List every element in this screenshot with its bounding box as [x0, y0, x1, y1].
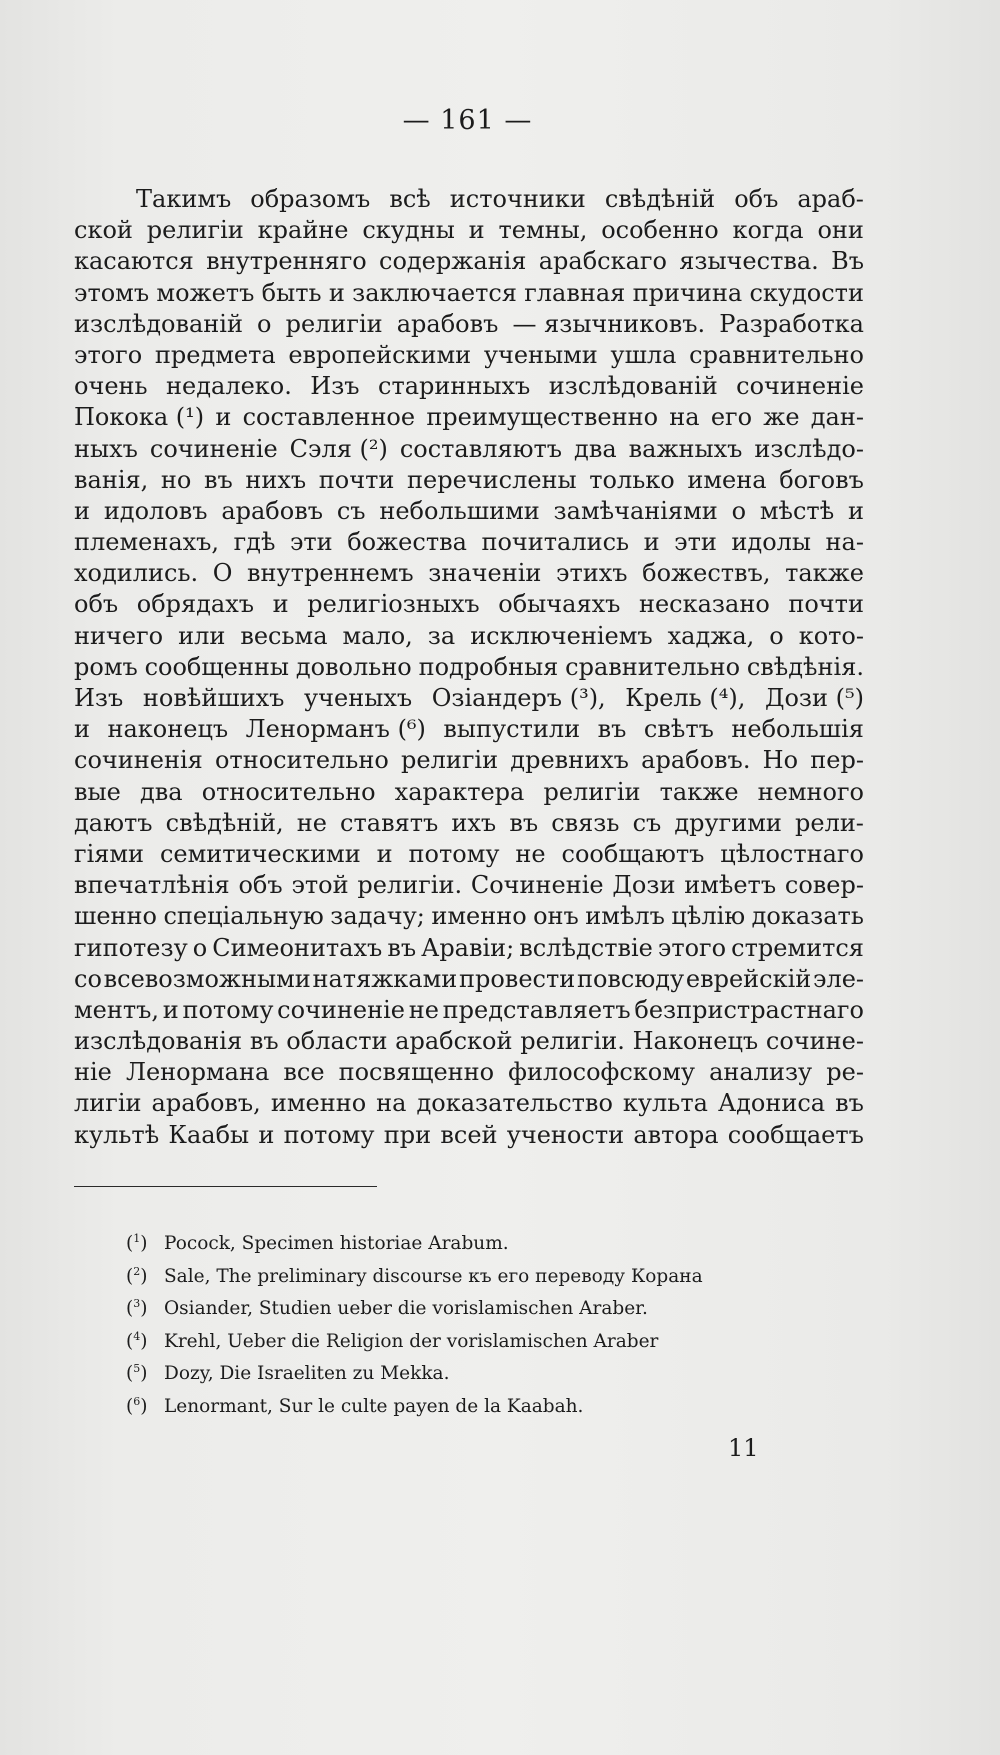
word: на: [669, 403, 700, 432]
word: всей: [440, 1120, 498, 1149]
word: быть: [261, 278, 322, 307]
word: арабовъ: [396, 309, 499, 338]
word: недалеко.: [166, 372, 292, 401]
word: но: [160, 465, 192, 494]
word: пер-: [810, 746, 864, 775]
word: составленное: [242, 403, 416, 432]
word: рели-: [795, 808, 864, 837]
word: арабовъ.: [641, 746, 751, 775]
word: философскому: [508, 1058, 696, 1087]
word: два: [139, 777, 183, 806]
word: съ: [336, 496, 366, 525]
word: о: [192, 933, 208, 962]
word: ныхъ: [74, 434, 138, 463]
text-line: [74, 995, 864, 1026]
text-line: [74, 340, 864, 371]
word: внутреннемъ: [247, 559, 414, 588]
word: задачу;: [330, 902, 425, 931]
word: довольно: [295, 652, 412, 681]
word: Аравіи;: [421, 933, 515, 962]
word: и: [847, 496, 864, 525]
word: съ: [632, 808, 662, 837]
word: религіи: [543, 777, 641, 806]
word: эле-: [813, 964, 864, 993]
word: именно: [431, 902, 527, 931]
word: сочине-: [765, 1027, 864, 1056]
word: на-: [825, 528, 864, 557]
word: небольшія: [731, 715, 864, 744]
word: изслѣдованій: [74, 309, 243, 338]
word: древнихъ: [510, 746, 629, 775]
page-number: — 161 —: [402, 105, 533, 136]
word: относительно: [201, 777, 376, 806]
word: очень: [74, 372, 148, 401]
word: также: [659, 777, 739, 806]
word: имѣлъ: [585, 902, 665, 931]
footnote: [126, 1293, 866, 1326]
word: учености: [506, 1120, 625, 1149]
word: учеными: [483, 340, 598, 369]
word: еврейскій: [685, 964, 812, 993]
text-line: [74, 246, 864, 277]
word: преимущественно: [426, 403, 659, 432]
word: перечислены: [407, 465, 577, 494]
word: и: [468, 216, 485, 245]
word: племенахъ,: [74, 528, 220, 557]
word: натяжками: [312, 964, 458, 993]
word: Сэля (²): [289, 434, 388, 463]
word: образомъ: [250, 185, 371, 213]
word: дан-: [810, 403, 864, 432]
text-line: [74, 215, 864, 246]
word: Но: [762, 746, 799, 775]
word: объ: [238, 871, 283, 900]
signature-mark: 11: [728, 1434, 759, 1462]
word: этого: [657, 933, 727, 962]
word: язычества.: [679, 247, 819, 276]
word: области: [286, 1027, 388, 1056]
word: Ленорманъ (⁶): [245, 715, 426, 744]
word: подробныя: [418, 652, 559, 681]
text-line: [74, 933, 864, 964]
text-line: [74, 589, 864, 620]
word: и: [258, 1120, 275, 1149]
footnote-marker: ($^4$): [126, 1329, 148, 1352]
word: небольшими: [379, 496, 540, 525]
word: вые: [74, 777, 121, 806]
word: о: [769, 621, 784, 650]
word: и: [74, 496, 90, 525]
word: Наконецъ: [632, 1027, 759, 1056]
word: сообщаютъ: [561, 839, 705, 868]
word: культа: [622, 1089, 708, 1118]
word: мѣстѣ: [759, 496, 835, 525]
footnote-marker: ($^3$): [126, 1297, 148, 1320]
word: и: [272, 590, 289, 619]
word: гдѣ: [233, 528, 276, 557]
word: провести: [459, 964, 576, 993]
text-line: [74, 527, 864, 558]
word: скудости: [749, 278, 864, 307]
text-line: [74, 745, 864, 776]
footnote-marker: ($^5$): [126, 1362, 148, 1385]
word: — язычниковъ.: [512, 309, 706, 338]
word: темны,: [498, 216, 588, 245]
footnote-text: Pocock, Specimen historiae Arabum.: [164, 1233, 509, 1254]
text-line: [74, 278, 864, 309]
word: наконецъ: [107, 715, 229, 744]
footnote: [126, 1326, 866, 1359]
text-line: [74, 714, 864, 745]
word: ніе: [74, 1058, 112, 1087]
word: ушла: [610, 340, 677, 369]
word: и: [74, 715, 90, 744]
word: всевозможными: [103, 964, 311, 993]
text-line: [74, 808, 864, 839]
word: представляетъ: [442, 995, 631, 1024]
footnote: [126, 1261, 866, 1294]
word: арабской: [395, 1027, 513, 1056]
text-line: [74, 964, 864, 995]
word: ничего: [74, 621, 164, 650]
word: другими: [674, 808, 782, 837]
word: цѣлостнаго: [720, 839, 864, 868]
word: сравнительно: [565, 652, 741, 681]
footnote: [126, 1358, 866, 1391]
word: сочиненіе: [277, 995, 405, 1024]
word: все: [283, 1058, 325, 1087]
word: весьма: [240, 621, 328, 650]
word: относительно: [214, 746, 389, 775]
word: стремится: [731, 933, 864, 962]
word: этого: [74, 340, 143, 369]
word: потому: [283, 1120, 375, 1149]
word: даютъ: [74, 808, 153, 837]
word: также: [785, 559, 864, 588]
footnote-divider: [74, 1186, 377, 1187]
word: Сочиненіе: [470, 871, 604, 900]
footnote-text: Osiander, Studien ueber die vorislamischen Araber.: [164, 1298, 648, 1320]
word: ванія,: [74, 465, 149, 494]
word: свѣтъ: [643, 715, 714, 744]
word: эти: [674, 528, 717, 557]
word: религіи: [401, 746, 499, 775]
word: анализу: [709, 1058, 813, 1087]
text-line: [74, 371, 864, 402]
word: сочиненіе: [736, 372, 864, 401]
word: причина: [632, 278, 743, 307]
word: шенно: [74, 902, 157, 931]
word: религіи.: [520, 1027, 625, 1056]
word: имѣетъ: [684, 871, 777, 900]
word: Изъ: [310, 372, 360, 401]
word: боговъ: [779, 465, 864, 494]
word: почти: [318, 465, 395, 494]
word: не: [408, 995, 439, 1024]
word: Разработка: [719, 309, 864, 338]
word: ставятъ: [340, 808, 439, 837]
word: эти: [289, 528, 333, 557]
word: ментъ,: [74, 995, 160, 1024]
word: идоловъ: [103, 496, 208, 525]
word: заключается: [352, 278, 517, 307]
word: ской: [74, 216, 133, 245]
word: сообщаетъ: [727, 1120, 864, 1149]
text-line: [74, 402, 864, 433]
text-line: [74, 839, 864, 870]
word: касаются: [74, 247, 194, 276]
word: или: [178, 621, 226, 650]
text-line: [74, 558, 864, 589]
main-text: [74, 184, 864, 1151]
text-line: [74, 1057, 864, 1088]
word: связь: [551, 808, 620, 837]
word: о: [731, 496, 747, 525]
word: этихъ: [556, 559, 628, 588]
word: особенно: [601, 216, 719, 245]
word: за: [427, 621, 456, 650]
word: обрядахъ: [136, 590, 255, 619]
word: скудны: [362, 216, 455, 245]
word: сочиненія: [74, 746, 203, 775]
word: на: [376, 1089, 407, 1118]
word: арабовъ: [221, 496, 323, 525]
word: источники: [449, 185, 586, 213]
word: предмета: [154, 340, 276, 369]
word: значеніи: [428, 559, 542, 588]
word: хаджа,: [667, 621, 755, 650]
footnote-text: Dozy, Die Israeliten zu Mekka.: [164, 1363, 450, 1385]
text-line: [74, 1120, 864, 1151]
word: крайне: [257, 216, 349, 245]
word: его: [710, 403, 753, 432]
word: мало,: [342, 621, 413, 650]
word: въ: [835, 1089, 864, 1118]
word: ихъ: [451, 808, 497, 837]
word: идолы: [731, 528, 811, 557]
word: потому: [182, 995, 274, 1024]
text-line: [74, 777, 864, 808]
text-line: [74, 652, 864, 683]
word: О: [212, 559, 233, 588]
word: при: [383, 1120, 432, 1149]
word: Каабы: [168, 1120, 250, 1149]
footnotes: [126, 1228, 866, 1424]
word: внутренняго: [206, 247, 367, 276]
text-line: [74, 1088, 864, 1119]
word: несказано: [638, 590, 770, 619]
word: арабскаго: [538, 247, 667, 276]
word: безпристрастнаго: [634, 995, 864, 1024]
word: араб-: [797, 185, 864, 213]
word: въ: [509, 808, 539, 837]
text-line: [74, 870, 864, 901]
word: объ: [74, 590, 119, 619]
word: семитическими: [159, 839, 361, 868]
word: изслѣдованія: [74, 1027, 243, 1056]
text-line: [74, 434, 864, 465]
word: божествъ,: [642, 559, 771, 588]
text-line: [74, 683, 864, 714]
word: и: [162, 995, 179, 1024]
word: и: [376, 839, 393, 868]
word: замѣчаніями: [553, 496, 718, 525]
word: главная: [524, 278, 626, 307]
word: божества: [347, 528, 467, 557]
word: сравнительно: [689, 340, 864, 369]
word: цѣлію: [671, 902, 746, 931]
word: ре-: [826, 1058, 864, 1087]
word: автора: [633, 1120, 719, 1149]
word: доказать: [751, 902, 864, 931]
word: Въ: [831, 247, 864, 276]
footnote-text: Lenormant, Sur le culte payen de la Kaabah.: [164, 1395, 584, 1417]
word: можетъ: [156, 278, 255, 307]
word: же: [763, 403, 800, 432]
word: онъ: [533, 902, 579, 931]
word: Дози (⁵): [764, 684, 864, 712]
word: свѣдѣнія.: [746, 652, 864, 681]
word: важныхъ: [628, 434, 743, 463]
word: этой: [291, 871, 349, 900]
word: о: [257, 309, 272, 338]
text-line: [74, 309, 864, 340]
word: и: [215, 403, 232, 432]
word: совер-: [784, 871, 864, 900]
word: выпустили: [443, 715, 581, 744]
word: новѣйшихъ: [142, 684, 285, 712]
word: свѣдѣній,: [165, 808, 284, 837]
word: Симеонитахъ: [212, 933, 383, 962]
word: Крель (⁴),: [625, 684, 746, 712]
word: европейскими: [288, 340, 472, 369]
word: кото-: [798, 621, 864, 650]
word: характера: [394, 777, 525, 806]
word: свѣдѣній: [604, 185, 716, 213]
footnote-marker: ($^6$): [126, 1394, 148, 1417]
word: старинныхъ: [378, 372, 531, 401]
word: сочиненіе: [149, 434, 278, 463]
word: со: [74, 964, 102, 993]
word: посвященно: [338, 1058, 495, 1087]
text-line: [74, 184, 864, 215]
word: два: [574, 434, 617, 463]
word: обычаяхъ: [498, 590, 621, 619]
word: въ: [387, 933, 417, 962]
word: изслѣдованій: [548, 372, 718, 401]
word: Адониса: [717, 1089, 826, 1118]
word: потому: [408, 839, 500, 868]
word: Покока (¹): [74, 403, 205, 432]
word: сообщенны: [144, 652, 289, 681]
word: вслѣдствіе: [519, 933, 653, 962]
word: Озіандеръ (³),: [431, 684, 606, 712]
footnote: [126, 1228, 866, 1261]
word: составляютъ: [399, 434, 563, 463]
word: почитались: [481, 528, 630, 557]
text-line: [74, 465, 864, 496]
word: Изъ: [74, 684, 124, 712]
word: ромъ: [74, 652, 138, 681]
word: и: [328, 278, 345, 307]
word: впечатлѣнія: [74, 871, 230, 900]
footnote-marker: ($^1$): [126, 1231, 148, 1254]
word: религіи: [285, 309, 383, 338]
word: религіи: [146, 216, 244, 245]
word: именно: [270, 1089, 367, 1118]
word: Дози: [612, 871, 676, 900]
word: гипотезу: [74, 933, 188, 962]
word: исключеніемъ: [470, 621, 653, 650]
word: имена: [687, 465, 767, 494]
word: всѣ: [389, 185, 431, 213]
footnote-text: Krehl, Ueber die Religion der vorislamischen Araber: [164, 1330, 659, 1352]
footnote: [126, 1391, 866, 1424]
word: только: [589, 465, 675, 494]
word: религіи.: [357, 871, 463, 900]
word: спеціальную: [163, 902, 324, 931]
text-line: [74, 496, 864, 527]
word: не: [515, 839, 546, 868]
word: почти: [788, 590, 864, 619]
word: не: [296, 808, 327, 837]
text-line: [74, 901, 864, 932]
word: немного: [757, 777, 864, 806]
word: когда: [732, 216, 804, 245]
word: нихъ: [245, 465, 307, 494]
word: культѣ: [74, 1120, 160, 1149]
word: ходились.: [74, 559, 199, 588]
word: этомъ: [74, 278, 150, 307]
word: въ: [249, 1027, 279, 1056]
footnote-marker: ($^2$): [126, 1264, 148, 1287]
text-line: [74, 621, 864, 652]
word: Такимъ: [136, 185, 232, 213]
word: они: [817, 216, 864, 245]
word: въ: [203, 465, 233, 494]
word: Ленормана: [125, 1058, 270, 1087]
word: доказательство: [416, 1089, 613, 1118]
word: религіозныхъ: [307, 590, 480, 619]
word: изслѣдо-: [754, 434, 864, 463]
word: ученыхъ: [304, 684, 413, 712]
word: повсюду: [576, 964, 685, 993]
word: арабовъ,: [151, 1089, 261, 1118]
word: содержанія: [379, 247, 527, 276]
word: лигіи: [74, 1089, 142, 1118]
word: въ: [597, 715, 627, 744]
word: объ: [734, 185, 779, 213]
text-line: [74, 1026, 864, 1057]
word: и: [643, 528, 660, 557]
word: гіями: [74, 839, 145, 868]
footnote-text: Sale, The preliminary discourse къ его переводу Корана: [164, 1265, 703, 1287]
